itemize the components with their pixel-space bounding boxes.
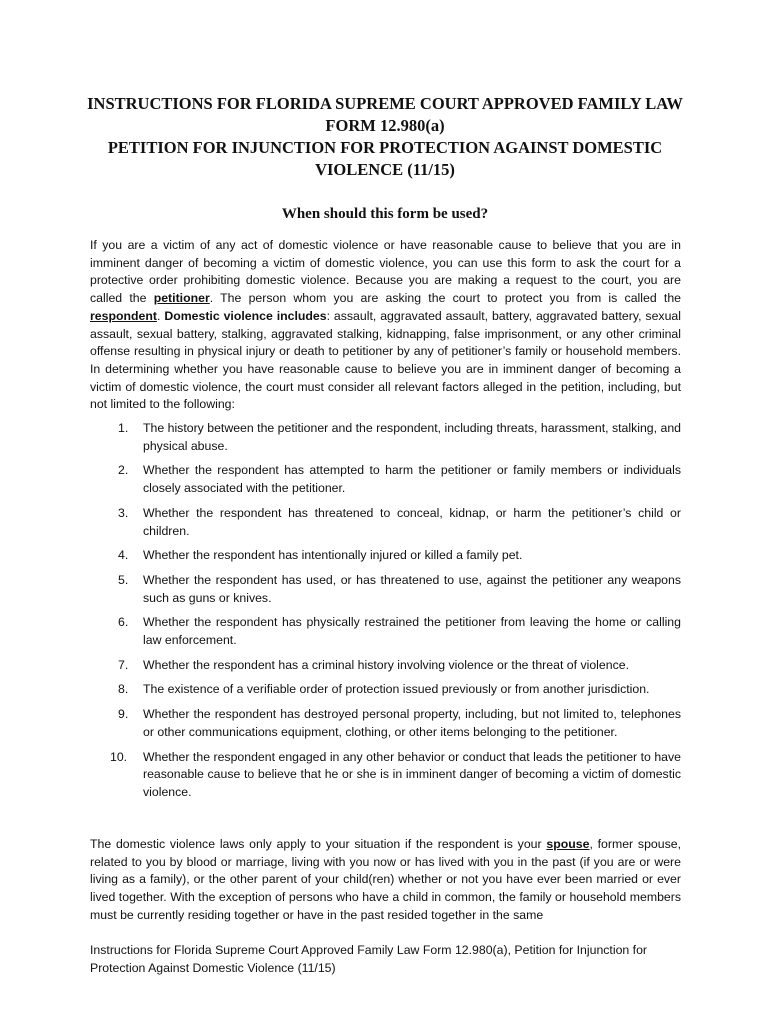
list-item bbox=[90, 462, 681, 497]
list-item bbox=[90, 657, 681, 675]
page-title bbox=[80, 93, 690, 181]
list-item-number: 2. bbox=[118, 463, 129, 478]
intro-text-c: . bbox=[156, 308, 165, 323]
list-item bbox=[90, 706, 681, 741]
list-item-text: Whether the respondent has physically restrained the petitioner from leaving the home or calling law enforcement. bbox=[143, 615, 681, 648]
term-respondent: respondent bbox=[90, 308, 157, 323]
list-item-number: 10. bbox=[110, 749, 128, 764]
applicability-paragraph bbox=[90, 836, 681, 925]
list-item bbox=[90, 749, 681, 802]
list-item-number: 1. bbox=[118, 421, 129, 435]
title-line-4: VIOLENCE (11/15) bbox=[315, 160, 455, 179]
term-petitioner: petitioner bbox=[153, 291, 210, 306]
page-footer bbox=[90, 941, 690, 977]
list-item-text: Whether the respondent engaged in any other behavior or conduct that leads the petitioner to have reasonable cause to believe that he or she is in imminent danger of becoming a victim of domestic violence. bbox=[143, 749, 681, 799]
applicability-text-b: , former spouse, related to you by blood or marriage, living with you now or has lived with you in the past (if you are or were living as a family), or the other parent of your child(ren) whether or not you have ever been married or ever lived together. With the exception of persons who have a child in common, the family or household members must be currently residing together or have in the past resided together in the same bbox=[90, 837, 681, 922]
footer-line-2: Protection Against Domestic Violence (11/15) bbox=[90, 961, 336, 975]
list-item-text: Whether the respondent has used, or has threatened to use, against the petitioner any weapons such as guns or knives. bbox=[143, 572, 681, 605]
applicability-text-a: The domestic violence laws only apply to your situation if the respondent is your bbox=[90, 837, 547, 851]
term-spouse: spouse bbox=[546, 837, 590, 851]
list-item-text: Whether the respondent has intentionally injured or killed a family pet. bbox=[143, 548, 523, 563]
list-item-text: Whether the respondent has destroyed personal property, including, but not limited to, telephones or other communications equipment, clothing, or other items belonging to the petitioner. bbox=[143, 707, 681, 739]
factors-list bbox=[90, 420, 681, 809]
list-item-text: Whether the respondent has threatened to conceal, kidnap, or harm the petitioner’s child or children. bbox=[143, 505, 681, 538]
list-item-number: 4. bbox=[118, 548, 129, 563]
intro-text-b: . The person whom you are asking the court to protect you from is called the bbox=[209, 291, 681, 306]
list-item-number: 9. bbox=[118, 707, 129, 722]
list-item bbox=[90, 505, 681, 540]
list-item-text: The history between the petitioner and the respondent, including threats, harassment, stalking, and physical abuse. bbox=[143, 421, 681, 453]
list-item bbox=[90, 547, 681, 565]
intro-paragraph bbox=[90, 237, 681, 414]
intro-text-a: If you are a victim of any act of domestic violence or have reasonable cause to believe that you are in imminent danger of becoming a victim of domestic violence, you can use this form to ask the court for a protective order prohibiting domestic violence. Because you are making a request to the court, you are called the bbox=[90, 238, 681, 306]
list-item-number: 8. bbox=[118, 682, 129, 697]
list-item-text: The existence of a verifiable order of protection issued previously or from another jurisdiction. bbox=[143, 682, 650, 697]
list-item bbox=[90, 572, 681, 607]
title-line-3: PETITION FOR INJUNCTION FOR PROTECTION AGAINST DOMESTIC bbox=[107, 138, 663, 157]
list-item bbox=[90, 420, 681, 455]
title-line-2: FORM 12.980(a) bbox=[325, 116, 445, 135]
list-item-number: 5. bbox=[118, 572, 129, 587]
list-item bbox=[90, 681, 681, 699]
title-line-1: INSTRUCTIONS FOR FLORIDA SUPREME COURT APPROVED FAMILY LAW bbox=[87, 94, 683, 113]
list-item bbox=[90, 614, 681, 649]
list-item-text: Whether the respondent has a criminal history involving violence or the threat of violence. bbox=[143, 657, 629, 672]
list-item-text: Whether the respondent has attempted to harm the petitioner or family members or individuals closely associated with the petitioner. bbox=[143, 463, 681, 496]
footer-line-1: Instructions for Florida Supreme Court Approved Family Law Form 12.980(a), Petition for Injunction for bbox=[90, 943, 648, 957]
list-item-number: 7. bbox=[118, 657, 129, 672]
section-heading: When should this form be used? bbox=[281, 206, 489, 222]
term-domestic-violence-includes: Domestic violence includes bbox=[164, 308, 327, 323]
list-item-number: 6. bbox=[118, 615, 129, 630]
intro-text-d: : assault, aggravated assault, battery, aggravated battery, sexual assault, sexual battery, stalking, aggravated stalking, kidnapping, false imprisonment, or any other criminal offense resulting in physical injury or death to petitioner by any of petitioner’s family or household members. In determining whether you have reasonable cause to believe you are in imminent danger of becoming a victim of domestic violence, the court must consider all relevant factors alleged in the petition, including, but not limited to the following: bbox=[90, 308, 681, 412]
list-item-number: 3. bbox=[118, 505, 129, 520]
